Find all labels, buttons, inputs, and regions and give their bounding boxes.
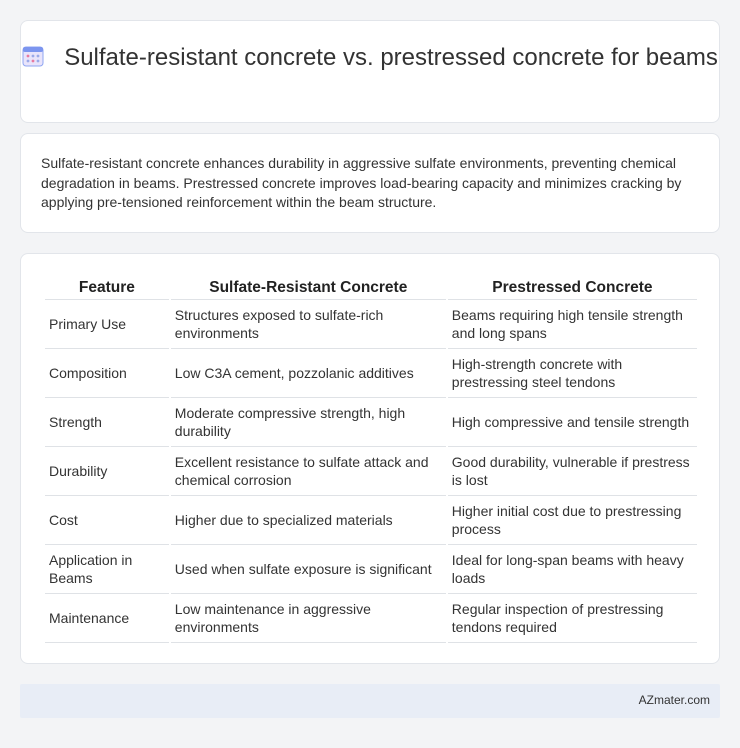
prestressed-cell: Higher initial cost due to prestressing process (448, 496, 697, 545)
sulfate-resistant-cell: Low maintenance in aggressive environments (171, 594, 446, 643)
prestressed-cell: Beams requiring high tensile strength and long spans (448, 300, 697, 349)
column-header-sulfate-resistant: Sulfate-Resistant Concrete (171, 276, 446, 300)
table-row (45, 300, 697, 349)
table-row (45, 447, 697, 496)
feature-cell: Durability (45, 447, 169, 496)
feature-cell: Maintenance (45, 594, 169, 643)
footer-source: AZmater.com (638, 693, 710, 707)
prestressed-cell: Ideal for long-span beams with heavy loads (448, 545, 697, 594)
feature-cell: Composition (45, 349, 169, 398)
feature-cell: Cost (45, 496, 169, 545)
sulfate-resistant-cell: Excellent resistance to sulfate attack and chemical corrosion (171, 447, 446, 496)
table-row (45, 398, 697, 447)
prestressed-cell: Regular inspection of prestressing tendons required (448, 594, 697, 643)
summary-text: Sulfate-resistant concrete enhances durability in aggressive sulfate environments, preventing chemical degradation in beams. Prestressed concrete improves load-bearing capacity and minimizes cracking by applying pre-tensioned reinforcement within the beam structure. (41, 155, 682, 210)
page-title: Sulfate-resistant concrete vs. prestressed concrete for beams (64, 44, 718, 71)
title-card (20, 20, 720, 123)
sulfate-resistant-cell: Low C3A cement, pozzolanic additives (171, 349, 446, 398)
prestressed-cell: Good durability, vulnerable if prestress is lost (448, 447, 697, 496)
comparison-card (20, 253, 720, 664)
prestressed-cell: High-strength concrete with prestressing steel tendons (448, 349, 697, 398)
calendar-icon (22, 45, 44, 67)
table-row (45, 349, 697, 398)
feature-cell: Primary Use (45, 300, 169, 349)
column-header-feature: Feature (45, 276, 169, 300)
sulfate-resistant-cell: Moderate compressive strength, high durability (171, 398, 446, 447)
comparison-table (43, 276, 699, 643)
column-header-prestressed: Prestressed Concrete (448, 276, 697, 300)
title-block (21, 43, 719, 72)
sulfate-resistant-cell: Structures exposed to sulfate-rich environments (171, 300, 446, 349)
sulfate-resistant-cell: Higher due to specialized materials (171, 496, 446, 545)
footer-bar (20, 684, 720, 718)
table-row (45, 545, 697, 594)
table-header-row (45, 276, 697, 300)
feature-cell: Application in Beams (45, 545, 169, 594)
summary-card (20, 133, 720, 233)
feature-cell: Strength (45, 398, 169, 447)
table-row (45, 496, 697, 545)
sulfate-resistant-cell: Used when sulfate exposure is significant (171, 545, 446, 594)
prestressed-cell: High compressive and tensile strength (448, 398, 697, 447)
table-row (45, 594, 697, 643)
